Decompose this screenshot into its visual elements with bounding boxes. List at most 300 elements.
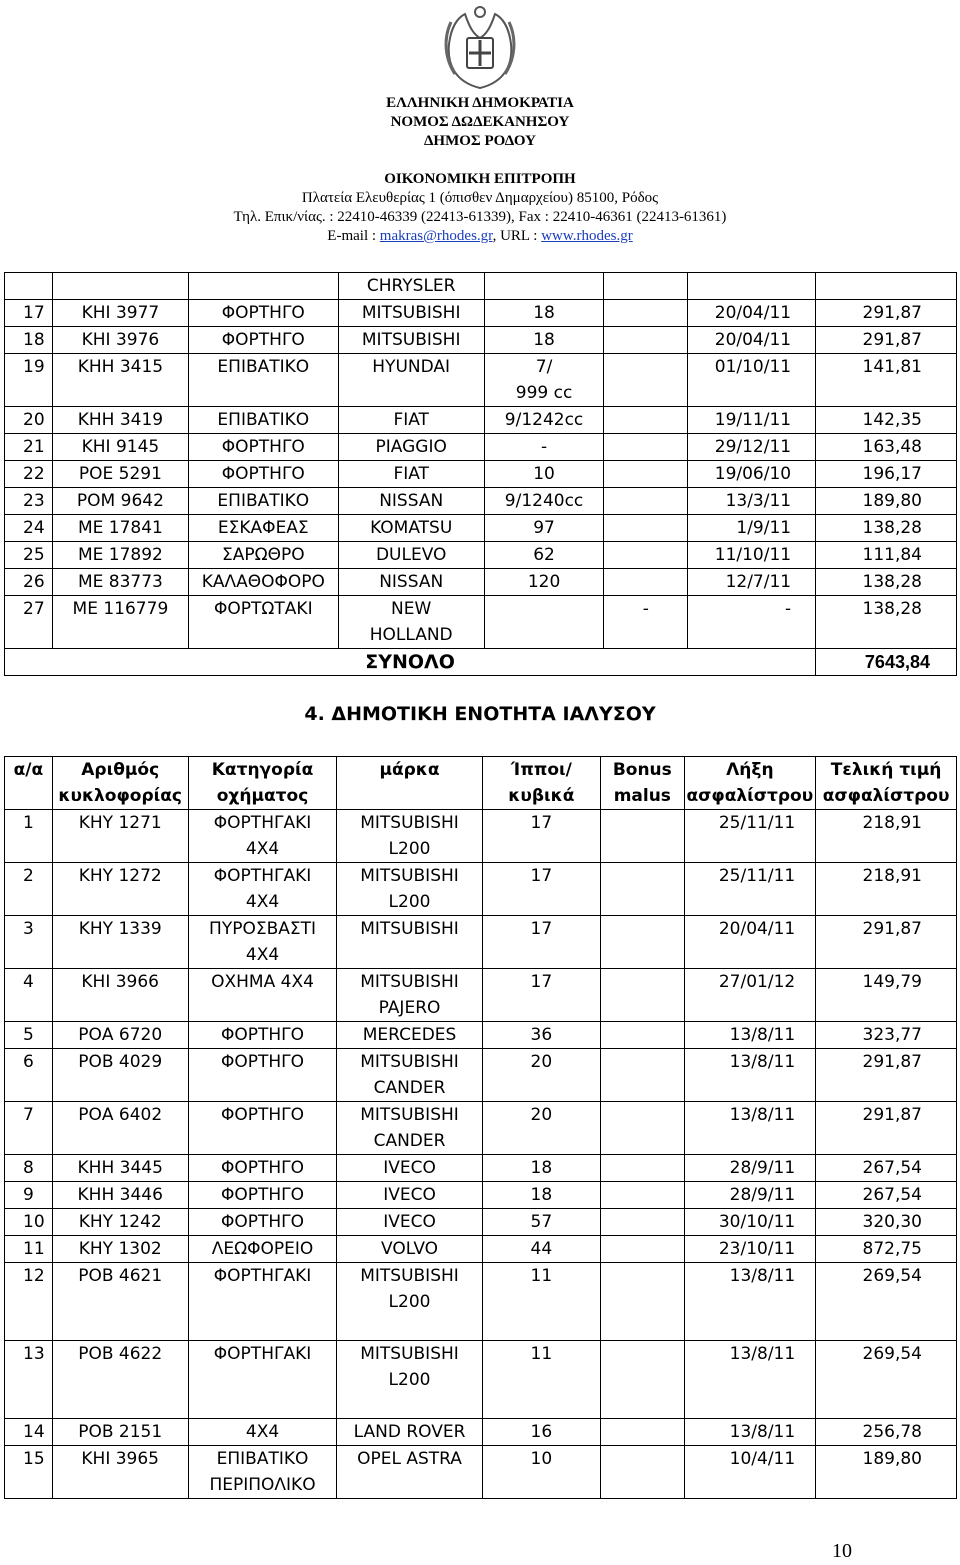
type-cell-line-1: ΦΟΡΤΗΓΟ [221, 1158, 305, 1178]
aa-cell-line-1: 13 [23, 1344, 45, 1364]
expiry-cell [684, 1022, 816, 1049]
expiry-cell [688, 596, 816, 649]
brand-cell [338, 354, 484, 407]
aa-cell-line-1: 14 [23, 1422, 45, 1442]
plate-cell [52, 1102, 188, 1155]
hp-cell [482, 1155, 601, 1182]
brand-cell-line-2: CANDER [373, 1131, 446, 1151]
expiry-cell-line-1: 25/11/11 [718, 813, 796, 833]
expiry-cell-line-1: 13/8/11 [729, 1025, 796, 1045]
url-link[interactable]: www.rhodes.gr [541, 228, 633, 244]
price-cell [816, 969, 957, 1022]
type-cell-line-1: ΦΟΡΤΗΓΑΚΙ [213, 813, 312, 833]
aa-cell-line-1: 21 [23, 437, 45, 457]
aa-cell [5, 1446, 53, 1499]
bonus-cell [601, 1155, 684, 1182]
aa-cell [5, 1155, 53, 1182]
aa-cell [5, 434, 53, 461]
expiry-cell-line-1: 29/12/11 [714, 437, 792, 457]
hp-cell-line-1: 10 [530, 1449, 553, 1469]
hp-cell [482, 969, 601, 1022]
aa-cell-line-1: 17 [23, 303, 45, 323]
brand-cell-line-1: MITSUBISHI [361, 303, 461, 323]
column-header-line-1: Bonus [612, 760, 672, 780]
type-cell-line-1: ΚΑΛΑΘΟΦΟΡΟ [201, 572, 325, 592]
price-cell [816, 542, 957, 569]
type-cell-line-1: ΕΣΚΑΦΕΑΣ [217, 518, 309, 538]
price-cell [816, 327, 957, 354]
table-header-row [5, 757, 957, 810]
price-cell-line-1: 291,87 [862, 303, 922, 323]
plate-cell [52, 515, 188, 542]
hp-cell-line-1: 20 [530, 1105, 553, 1125]
column-header-line-1: Αριθμός [81, 760, 160, 780]
price-cell [816, 515, 957, 542]
brand-cell [338, 542, 484, 569]
hp-cell-line-1: 17 [530, 813, 553, 833]
type-cell-line-1: ΕΠΙΒΑΤΙΚΟ [217, 410, 310, 430]
bonus-cell [601, 1049, 684, 1102]
aa-cell [5, 863, 53, 916]
type-cell [188, 1419, 337, 1446]
table-row [5, 488, 957, 515]
bonus-cell [604, 569, 688, 596]
price-cell [816, 916, 957, 969]
aa-cell [5, 515, 53, 542]
hp-cell-line-1: 16 [530, 1422, 553, 1442]
type-cell-line-1: ΕΠΙΒΑΤΙΚΟ [217, 357, 310, 377]
type-cell-line-1: ΦΟΡΤΗΓΟ [221, 1185, 305, 1205]
aa-cell-line-1: 25 [23, 545, 45, 565]
type-cell [188, 863, 337, 916]
price-cell [816, 1446, 957, 1499]
plate-cell [52, 596, 188, 649]
plate-cell-line-1: ΡΟΒ 4029 [78, 1052, 163, 1072]
price-cell [816, 488, 957, 515]
plate-cell [52, 1049, 188, 1102]
brand-cell-line-1: KOMATSU [370, 518, 453, 538]
plate-cell-line-1: ΚΗΗ 3419 [77, 410, 164, 430]
brand-cell [337, 1049, 482, 1102]
type-cell-line-1: ΦΟΡΤΗΓΟ [221, 464, 305, 484]
bonus-cell [604, 354, 688, 407]
price-cell [816, 810, 957, 863]
type-cell [188, 300, 338, 327]
brand-cell-line-1: MITSUBISHI [360, 1052, 459, 1072]
brand-cell [337, 1182, 482, 1209]
hp-cell [484, 407, 604, 434]
aa-cell [5, 407, 53, 434]
aa-cell-line-1: 20 [23, 410, 45, 430]
header-line-2: ΝΟΜΟΣ ΔΩΔΕΚΑΝΗΣΟΥ [390, 114, 570, 130]
total-value: 7643,84 [816, 649, 957, 676]
aa-cell [5, 916, 53, 969]
bonus-cell [601, 916, 684, 969]
type-cell [188, 916, 337, 969]
table-row [5, 515, 957, 542]
type-cell [188, 1102, 337, 1155]
brand-cell [337, 1341, 482, 1419]
plate-cell-line-1: ΡΟΕ 5291 [78, 464, 162, 484]
hp-cell [482, 1049, 601, 1102]
brand-cell-line-2: L200 [388, 839, 431, 859]
column-header [52, 757, 188, 810]
type-cell [188, 1182, 337, 1209]
aa-cell-line-1: 9 [23, 1185, 34, 1205]
table-row [5, 916, 957, 969]
type-cell [188, 1236, 337, 1263]
expiry-cell [684, 1155, 816, 1182]
expiry-cell [688, 327, 816, 354]
aa-cell-line-1: 19 [23, 357, 45, 377]
type-cell [188, 354, 338, 407]
aa-cell [5, 969, 53, 1022]
vehicle-table-ialysos [4, 756, 957, 1499]
brand-cell [338, 327, 484, 354]
price-cell [816, 1263, 957, 1341]
hp-cell-line-1: 62 [533, 545, 555, 565]
hp-cell-line-2: 999 cc [515, 383, 573, 403]
brand-cell [337, 1236, 482, 1263]
type-cell [188, 542, 338, 569]
plate-cell-line-1: ΚΗΗ 3415 [77, 357, 164, 377]
hp-cell [484, 515, 604, 542]
type-cell-line-1: ΟΧΗΜΑ 4Χ4 [211, 972, 314, 992]
aa-cell [5, 1182, 53, 1209]
header-committee: ΟΙΚΟΝΟΜΙΚΗ ΕΠΙΤΡΟΠΗ [384, 171, 576, 187]
price-cell-line-1: 142,35 [862, 410, 922, 430]
type-cell-line-1: ΦΟΡΤΗΓΟ [221, 1025, 305, 1045]
column-header-line-1: Ίπποι/ [510, 760, 572, 780]
type-cell [188, 810, 337, 863]
column-header-line-2: οχήματος [216, 786, 309, 806]
aa-cell [5, 1209, 53, 1236]
plate-cell [52, 488, 188, 515]
price-cell [816, 1182, 957, 1209]
expiry-cell-line-1: 13/8/11 [729, 1344, 796, 1364]
type-cell [188, 969, 337, 1022]
bonus-cell [604, 488, 688, 515]
type-cell-line-1: ΦΟΡΤΗΓΟ [221, 303, 305, 323]
price-cell [816, 1155, 957, 1182]
plate-cell-line-1: ΡΟΒ 4621 [78, 1266, 163, 1286]
table-row [5, 434, 957, 461]
type-cell-line-1: ΦΟΡΤΗΓΟ [221, 1212, 305, 1232]
expiry-cell [688, 542, 816, 569]
total-row [5, 649, 957, 676]
brand-cell-line-1: HYUNDAI [372, 357, 451, 377]
hp-cell [482, 1263, 601, 1341]
plate-cell-line-1: ΡΟΑ 6402 [78, 1105, 163, 1125]
brand-cell [337, 1155, 482, 1182]
bonus-cell [604, 434, 688, 461]
aa-cell [5, 596, 53, 649]
aa-cell-line-1: 3 [23, 919, 34, 939]
hp-cell-line-1: 36 [530, 1025, 553, 1045]
plate-cell-line-1: ΚΗΙ 3977 [81, 303, 160, 323]
expiry-cell-line-1: 27/01/12 [718, 972, 796, 992]
expiry-cell [688, 434, 816, 461]
aa-cell-line-1: 5 [23, 1025, 34, 1045]
expiry-cell [684, 1209, 816, 1236]
brand-cell-line-1: FIAT [393, 464, 429, 484]
aa-cell-line-1: 18 [23, 330, 45, 350]
aa-cell-line-1: 4 [23, 972, 34, 992]
type-cell [188, 1022, 337, 1049]
plate-cell [52, 300, 188, 327]
brand-cell-line-1: DULEVO [375, 545, 447, 565]
total-label: ΣΥΝΟΛΟ [5, 649, 816, 676]
header-line-1: ΕΛΛΗΝΙΚΗ ΔΗΜΟΚΡΑΤΙΑ [386, 95, 574, 111]
hp-cell [482, 1341, 601, 1419]
type-cell-line-1: ΠΥΡΟΣΒΑΣΤΙ [209, 919, 317, 939]
hp-cell-line-1: 18 [533, 303, 555, 323]
table-row [5, 1263, 957, 1341]
type-cell [188, 1209, 337, 1236]
bonus-cell [604, 542, 688, 569]
price-cell [816, 1102, 957, 1155]
type-cell-line-1: ΦΟΡΤΩΤΑΚΙ [214, 599, 313, 619]
type-cell-line-1: ΦΟΡΤΗΓΑΚΙ [213, 866, 312, 886]
brand-cell-line-1: FIAT [393, 410, 429, 430]
price-cell [816, 863, 957, 916]
expiry-cell-line-1: 28/9/11 [729, 1158, 796, 1178]
plate-cell-line-1: ΚΗΥ 1302 [78, 1239, 162, 1259]
price-cell-line-1: 291,87 [862, 1052, 922, 1072]
expiry-cell [684, 969, 816, 1022]
brand-cell [338, 434, 484, 461]
brand-cell-line-2: HOLLAND [369, 625, 453, 645]
price-cell [816, 354, 957, 407]
hp-cell [482, 1022, 601, 1049]
plate-cell [52, 461, 188, 488]
type-cell [188, 488, 338, 515]
hp-cell [484, 327, 604, 354]
plate-cell-line-1: ΚΗΗ 3446 [77, 1185, 163, 1205]
expiry-cell-line-1: 20/04/11 [714, 330, 792, 350]
expiry-cell [684, 1236, 816, 1263]
column-header-line-1: α/α [13, 760, 44, 780]
price-cell [816, 407, 957, 434]
hp-cell [484, 434, 604, 461]
plate-cell-line-1: ΡΟΒ 2151 [78, 1422, 163, 1442]
email-label: E-mail : [327, 228, 380, 244]
expiry-cell-line-1: 13/8/11 [729, 1052, 796, 1072]
type-cell-line-1: ΕΠΙΒΑΤΙΚΟ [217, 491, 310, 511]
plate-cell-line-1: ΜΕ 83773 [77, 572, 163, 592]
column-header [188, 757, 337, 810]
header-contact [0, 227, 960, 245]
plate-cell [52, 1341, 188, 1419]
price-cell-line-1: 196,17 [862, 464, 922, 484]
expiry-cell [688, 488, 816, 515]
expiry-cell [688, 461, 816, 488]
brand-cell [338, 407, 484, 434]
column-header [5, 757, 53, 810]
price-cell [816, 569, 957, 596]
table-row [5, 969, 957, 1022]
table-row [5, 273, 957, 300]
header-phone: Τηλ. Επικ/νίας. : 22410-46339 (22413-61339), Fax : 22410-46361 (22413-61361) [233, 209, 727, 225]
brand-cell [337, 1446, 482, 1499]
hp-cell [482, 1419, 601, 1446]
expiry-cell-line-1: 01/10/11 [714, 357, 792, 377]
price-cell [816, 596, 957, 649]
brand-cell-line-1: MITSUBISHI [360, 866, 459, 886]
expiry-cell-line-1: 11/10/11 [714, 545, 792, 565]
table-row [5, 810, 957, 863]
aa-cell [5, 461, 53, 488]
aa-cell [5, 542, 53, 569]
price-cell [816, 461, 957, 488]
column-header-line-1: Τελική τιμή [830, 760, 942, 780]
aa-cell [5, 327, 53, 354]
hp-cell [482, 1102, 601, 1155]
aa-cell-line-1: 10 [23, 1212, 45, 1232]
hp-cell [484, 542, 604, 569]
hp-cell [482, 1182, 601, 1209]
plate-cell-line-1: ΚΗΥ 1272 [78, 866, 162, 886]
price-cell-line-1: 138,28 [862, 599, 922, 619]
table-row [5, 1049, 957, 1102]
plate-cell [52, 1446, 188, 1499]
price-cell-line-1: 291,87 [862, 919, 922, 939]
price-cell-line-1: 111,84 [862, 545, 922, 565]
bonus-cell [604, 515, 688, 542]
aa-cell-line-1: 6 [23, 1052, 34, 1072]
plate-cell-line-1: ΚΗΙ 3965 [81, 1449, 160, 1469]
expiry-cell-line-1: 13/8/11 [729, 1105, 796, 1125]
column-header [337, 757, 482, 810]
bonus-cell [604, 461, 688, 488]
hp-cell-line-1: 17 [530, 972, 553, 992]
type-cell [188, 327, 338, 354]
type-cell [188, 461, 338, 488]
brand-cell [337, 810, 482, 863]
brand-cell [338, 300, 484, 327]
vehicle-table-continued [4, 272, 957, 676]
aa-cell [5, 300, 53, 327]
expiry-cell [688, 354, 816, 407]
column-header [684, 757, 816, 810]
type-cell-line-1: ΛΕΩΦΟΡΕΙΟ [211, 1239, 314, 1259]
brand-cell [337, 1419, 482, 1446]
hp-cell-line-1: - [540, 437, 548, 457]
bonus-cell [601, 863, 684, 916]
type-cell-line-1: ΦΟΡΤΗΓΟ [221, 330, 305, 350]
email-link[interactable]: makras@rhodes.gr [379, 228, 493, 244]
aa-cell [5, 1102, 53, 1155]
plate-cell [52, 1236, 188, 1263]
price-cell-line-1: 323,77 [862, 1025, 922, 1045]
brand-cell-line-1: PIAGGIO [375, 437, 447, 457]
brand-cell-line-1: LAND ROVER [353, 1422, 466, 1442]
column-header [816, 757, 957, 810]
expiry-cell [684, 916, 816, 969]
expiry-cell-line-1: 23/10/11 [718, 1239, 796, 1259]
aa-cell [5, 488, 53, 515]
plate-cell-line-1: ΜΕ 116779 [72, 599, 169, 619]
hp-cell [482, 1209, 601, 1236]
column-header-line-2: ασφαλίστρου [686, 786, 814, 806]
plate-cell-line-1: ΡΟΑ 6720 [78, 1025, 163, 1045]
type-cell [188, 1263, 337, 1341]
brand-cell-line-2: PAJERO [378, 998, 441, 1018]
price-cell-line-1: 138,28 [862, 518, 922, 538]
hp-cell [482, 863, 601, 916]
type-cell [188, 1341, 337, 1419]
plate-cell-line-1: ΚΗΥ 1271 [78, 813, 162, 833]
hp-cell-line-1: 97 [533, 518, 555, 538]
price-cell [816, 1419, 957, 1446]
header-line-3: ΔΗΜΟΣ ΡΟΔΟΥ [424, 133, 536, 149]
hp-cell [482, 1446, 601, 1499]
type-cell-line-2: 4Χ4 [245, 892, 280, 912]
expiry-cell-line-1: 13/8/11 [729, 1266, 796, 1286]
table-row [5, 461, 957, 488]
url-label: , URL : [492, 228, 542, 244]
aa-cell-line-1: 12 [23, 1266, 45, 1286]
expiry-cell [688, 569, 816, 596]
hp-cell-line-1: 17 [530, 866, 553, 886]
table-row [5, 569, 957, 596]
price-cell-line-1: 141,81 [862, 357, 922, 377]
aa-cell [5, 354, 53, 407]
bonus-cell [601, 1446, 684, 1499]
brand-cell-line-2: L200 [388, 1292, 431, 1312]
table-row [5, 1446, 957, 1499]
expiry-cell-line-1: 1/9/11 [736, 518, 792, 538]
brand-cell-line-1: MITSUBISHI [360, 1105, 459, 1125]
bonus-cell [601, 1209, 684, 1236]
brand-cell-line-1: MITSUBISHI [360, 972, 459, 992]
aa-cell [5, 1049, 53, 1102]
plate-cell-line-1: ΚΗΥ 1339 [78, 919, 162, 939]
brand-cell-line-1: NISSAN [379, 572, 444, 592]
expiry-cell-line-1: 12/7/11 [725, 572, 792, 592]
type-cell [188, 596, 338, 649]
brand-cell-line-1: MITSUBISHI [360, 813, 459, 833]
bonus-cell [604, 300, 688, 327]
plate-cell-line-1: ΡΟΒ 4622 [78, 1344, 163, 1364]
table-row [5, 354, 957, 407]
table-row [5, 1209, 957, 1236]
aa-cell [5, 810, 53, 863]
plate-cell [52, 1022, 188, 1049]
hp-cell-line-1: 120 [527, 572, 561, 592]
table-row [5, 407, 957, 434]
table-row [5, 1182, 957, 1209]
brand-cell-line-1: MITSUBISHI [360, 1266, 459, 1286]
price-cell [816, 1236, 957, 1263]
table-row [5, 1341, 957, 1419]
aa-cell-line-1: 8 [23, 1158, 34, 1178]
type-cell [188, 1049, 337, 1102]
brand-cell [337, 1022, 482, 1049]
hp-cell-line-1: 18 [530, 1158, 553, 1178]
plate-cell [52, 916, 188, 969]
expiry-cell-line-1: 20/04/11 [714, 303, 792, 323]
hp-cell [484, 461, 604, 488]
expiry-cell-line-1: 13/8/11 [729, 1422, 796, 1442]
plate-cell-line-1: ΚΗΙ 3976 [81, 330, 160, 350]
hp-cell-line-1: 17 [530, 919, 553, 939]
price-cell-line-1: 163,48 [862, 437, 922, 457]
brand-cell-line-1: NISSAN [379, 491, 444, 511]
hp-cell [484, 569, 604, 596]
type-cell-line-1: ΕΠΙΒΑΤΙΚΟ [216, 1449, 309, 1469]
expiry-cell [684, 1182, 816, 1209]
